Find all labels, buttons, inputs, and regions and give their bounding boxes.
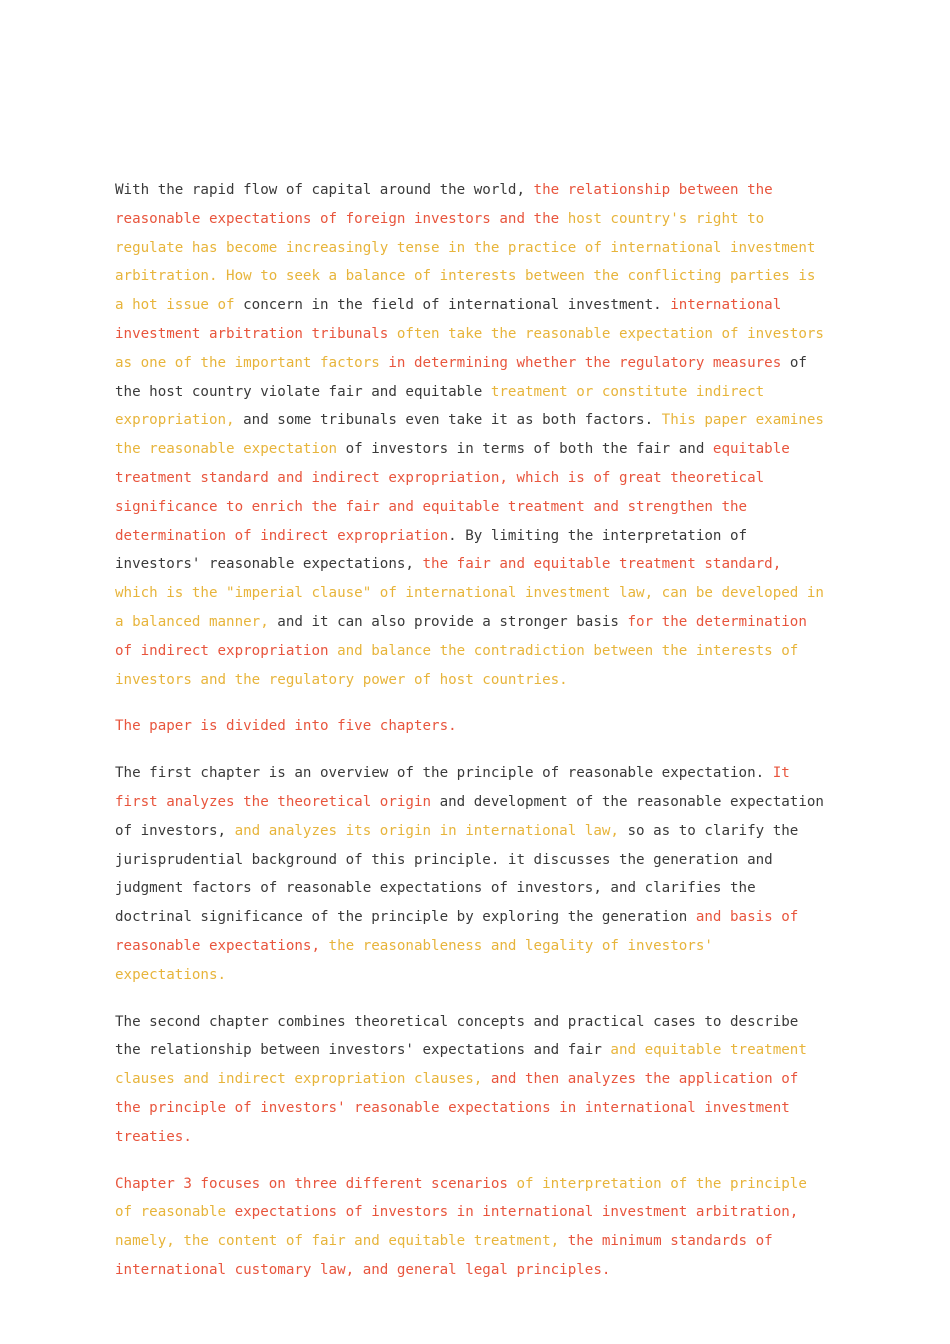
text-run: for the determination of indirect expropriation [115,613,807,659]
text-run: the minimum standards of international customary law, and general legal principles. [115,1233,773,1278]
text-run: and balance the contradiction between the interests of investors and the regulatory power of host countries. [115,642,799,688]
text-run: . By limiting the interpretation of investors' reasonable expectations, [115,527,748,573]
text-run: and some tribunals even take it as both factors. [243,412,662,429]
text-run: Chapter 3 focuses on three different scenarios [115,1175,517,1192]
text-run: of the host country violate fair and equitable [115,354,807,400]
text-run: of investors in terms of both the fair and [345,441,713,458]
text-run: and development of the reasonable expectation of investors, [115,793,824,839]
text-run: the relationship between the reasonable expectations of foreign investors and the [115,182,773,227]
text-run: concern in the field of international investment. [243,297,671,314]
text-run: and equitable treatment clauses and indirect expropriation clauses, [115,1042,807,1088]
text-run: which is the "imperial clause" of international investment law, can be developed in a balanced manner, [115,585,824,630]
text-run: international investment arbitration tribunals [115,297,782,342]
text-run: The paper is divided into five chapters. [115,718,457,735]
text-run: expectations of investors in international investment arbitration, [234,1204,799,1221]
paragraph-chapter-1 [115,759,831,989]
text-run: the fair and equitable treatment standard, [422,556,782,573]
text-run: and then analyzes the application of the principle of investors' reasonable expectations in international investment treaties. [115,1071,799,1145]
text-run: in determining whether the regulatory measures [388,354,790,371]
text-run: and analyzes its origin in international law, [234,822,628,839]
document-body [115,176,831,1303]
text-run: of interpretation of the principle of reasonable [115,1175,807,1221]
paragraph-abstract-intro [115,176,831,694]
text-run: The second chapter combines theoretical concepts and practical cases to describe the relationship between investors' expectations and fair [115,1013,799,1059]
text-run: the reasonableness and legality of investors' expectations. [115,937,713,983]
text-run: so as to clarify the jurisprudential background of this principle. it discusses the generation and judgment factors of reasonable expectations of investors, and clarifies the doctrinal significance of the principle by exploring the generation [115,822,799,926]
text-run: often take the reasonable expectation of investors as one of the important factors [115,325,824,371]
text-run: and basis of reasonable expectations, [115,909,799,954]
text-run: It first analyzes the theoretical origin [115,765,790,810]
text-run: This paper examines the reasonable expectation [115,412,824,458]
paragraph-chapter-2 [115,1008,831,1152]
text-run: The first chapter is an overview of the principle of reasonable expectation. [115,765,773,782]
text-run: host country's right to regulate has become increasingly tense in the practice of international investment arbitration. How to seek a balance of interests between the conflicting parties is a hot issue of [115,210,816,314]
text-run: equitable treatment standard and indirect expropriation, which is of great theoretical significance to enrich the fair and equitable treatment and strengthen the determination of indirect expropriation [115,441,790,544]
text-run: namely, the content of fair and equitable treatment, [115,1233,568,1250]
text-run: treatment or constitute indirect expropriation, [115,383,765,429]
text-run: and it can also provide a stronger basis [277,613,628,630]
text-run: With the rapid flow of capital around the world, [115,182,534,198]
paragraph-chapter-3 [115,1170,831,1285]
paragraph-chapter-overview [115,712,831,741]
